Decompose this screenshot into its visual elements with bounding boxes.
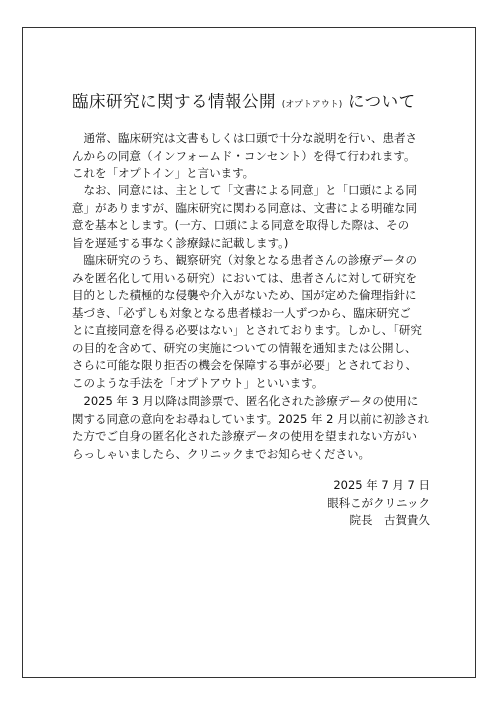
paragraph-opt-in	[72, 130, 428, 183]
paragraph-line: とに直接同意を得る必要はない」とされております。しかし、「研究	[72, 323, 422, 337]
paragraph-line: 通常、臨床研究は文書もしくは口頭で十分な説明を行い、患者さ	[72, 131, 417, 145]
paragraph-line: これを「オプトイン」と言います。	[72, 166, 255, 180]
paragraph-2025-notice	[72, 393, 428, 463]
paragraph-line: さらに可能な限り拒否の機会を保障する事が必要」とされており、	[72, 358, 417, 372]
paragraph-line: 基づき、「必ずしも対象となる患者様お一人ずつから、臨床研究ご	[72, 305, 411, 320]
paragraph-line: 臨床研究のうち、観察研究（対象となる患者さんの診療データの	[72, 253, 417, 267]
title-paren: (オプトアウト)	[281, 100, 343, 110]
signature-block	[230, 477, 430, 530]
paragraph-line: 旨を遅延する事なく診療録に記載します。)	[72, 235, 289, 250]
signature-date: 2025 年 7 月 7 日	[333, 478, 430, 492]
paragraph-line: 意」がありますが、臨床研究に関わる同意は、文書による明確な同	[72, 200, 417, 215]
paragraph-consent-types	[72, 182, 428, 252]
signature-director: 院長 古賀貴久	[349, 513, 430, 527]
paragraph-line: 目的とした積極的な侵襲や介入がないため、国が定めた倫理指針に	[72, 288, 417, 302]
paragraph-line: 関する同意の意向をお尋ねしています。2025 年 2 月以前に初診され	[72, 411, 430, 426]
paragraph-opt-out	[72, 252, 428, 392]
paragraph-line: 意を基本とします。(一方、口頭による同意を取得した際は、その	[72, 218, 410, 232]
signature-clinic: 眼科こがクリニック	[327, 495, 430, 510]
paragraph-line: みを匿名化して用いる研究）においては、患者さんに対して研究を	[72, 270, 417, 285]
title-main: 臨床研究に関する情報公開	[72, 92, 276, 111]
paragraph-line: なお、同意には、主として「文書による同意」と「口頭による同	[72, 183, 417, 197]
paragraph-line: た方でご自身の匿名化された診療データの使用を望まれない方がい	[72, 429, 417, 443]
paragraph-line: らっしゃいましたら、クリニックまでお知らせください。	[72, 446, 370, 461]
paragraph-line: の目的を含めて、研究の実施についての情報を通知または公開し、	[72, 340, 417, 355]
paragraph-line: んからの同意（インフォームド・コンセント）を得て行われます。	[72, 148, 416, 163]
document-title	[72, 88, 416, 112]
paragraph-line: このような手法を「オプトアウト」といいます。	[72, 375, 324, 390]
title-suffix: について	[347, 92, 416, 111]
paragraph-line: 2025 年 3 月以降は問診票で、匿名化された診療データの使用に	[72, 394, 419, 408]
